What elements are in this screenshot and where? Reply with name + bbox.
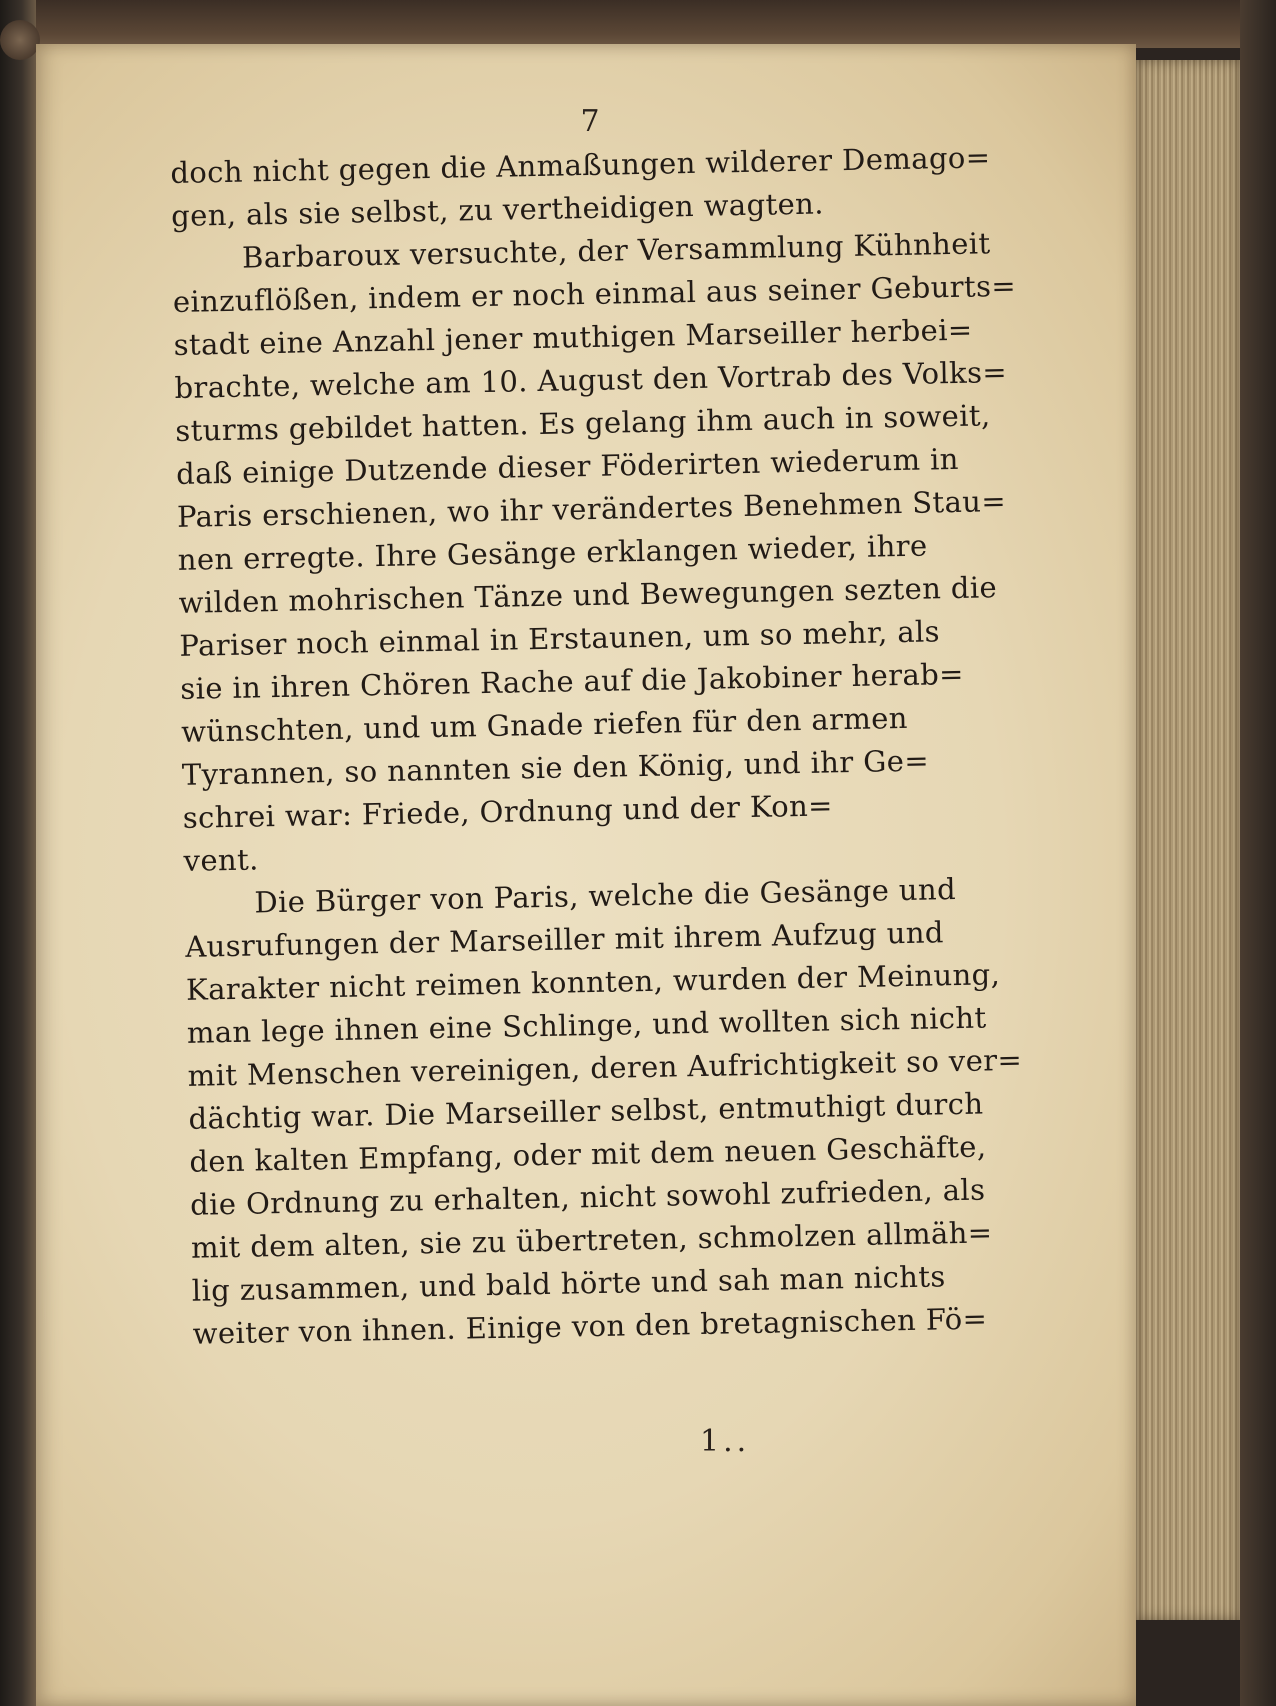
text-line: mit Menschen vereinigen, deren Aufrichtigkeit so ver= [187,1042,1023,1093]
text-line: Barbaroux versuchte, der Versammlung Kühnheit [241,226,991,275]
text-line: daß einige Dutzende dieser Föderirten wiederum in [175,441,960,491]
page-number: 7 [580,104,600,139]
text-line: nen erregte. Ihre Gesänge erklangen wieder, ihre [177,528,928,577]
text-line: Karakter nicht reimen konnten, wurden der Meinung, [185,957,1001,1007]
text-line: einzuflößen, indem er noch einmal aus seiner Geburts= [172,268,1017,319]
text-line: mit dem alten, sie zu übertreten, schmolzen allmäh= [190,1215,993,1265]
text-line: man lege ihnen eine Schlinge, und wollten sich nicht [186,1000,987,1050]
text-line: Paris erschienen, wo ihr verändertes Benehmen Stau= [176,484,1007,534]
book-cover-right [1240,0,1276,1706]
text-line: Ausrufungen der Marseiller mit ihrem Aufzug und [184,915,945,964]
text-line: weiter von ihnen. Einige von den bretagnischen Fö= [192,1301,988,1351]
binding-left [0,0,36,1706]
text-line: schrei war: Friede, Ordnung und der Kon= [182,788,834,835]
text-line: die Ordnung zu erhalten, nicht sowohl zufrieden, als [189,1172,986,1222]
text-line: sturms gebildet hatten. Es gelang ihm auch in soweit, [175,398,991,448]
book-top-edge [0,0,1276,48]
text-line: vent. [183,842,260,878]
text-line: Die Bürger von Paris, welche die Gesänge und [254,872,957,920]
text-line: doch nicht gegen die Anmaßungen wilderer Demago= [170,140,991,190]
text-line: Pariser noch einmal in Erstaunen, um so mehr, als [179,614,941,663]
text-line: dächtig war. Die Marseiller selbst, entmuthigt durch [188,1086,984,1136]
text-line: wilden mohrischen Tänze und Bewegungen sezten die [178,570,998,620]
text-line: wünschten, und um Gnade riefen für den armen [180,700,909,749]
text-line: gen, als sie selbst, zu vertheidigen wagten. [170,186,825,233]
text-line: stadt eine Anzahl jener muthigen Marseiller herbei= [173,312,973,362]
text-line: sie in ihren Chören Rache auf die Jakobiner herab= [179,656,965,706]
binding-stitch [0,20,40,60]
text-line: brachte, welche am 10. August den Vortrab des Volks= [174,354,1008,405]
text-line: Tyrannen, so nannten sie den König, und ihr Ge= [181,743,930,792]
text-block [170,136,1033,1356]
signature-mark: 1.. [700,1424,751,1459]
text-line: lig zusammen, und bald hörte und sah man nichts [191,1259,946,1308]
page-edges [1136,60,1240,1620]
text-line: den kalten Empfang, oder mit dem neuen Geschäfte, [189,1129,987,1179]
